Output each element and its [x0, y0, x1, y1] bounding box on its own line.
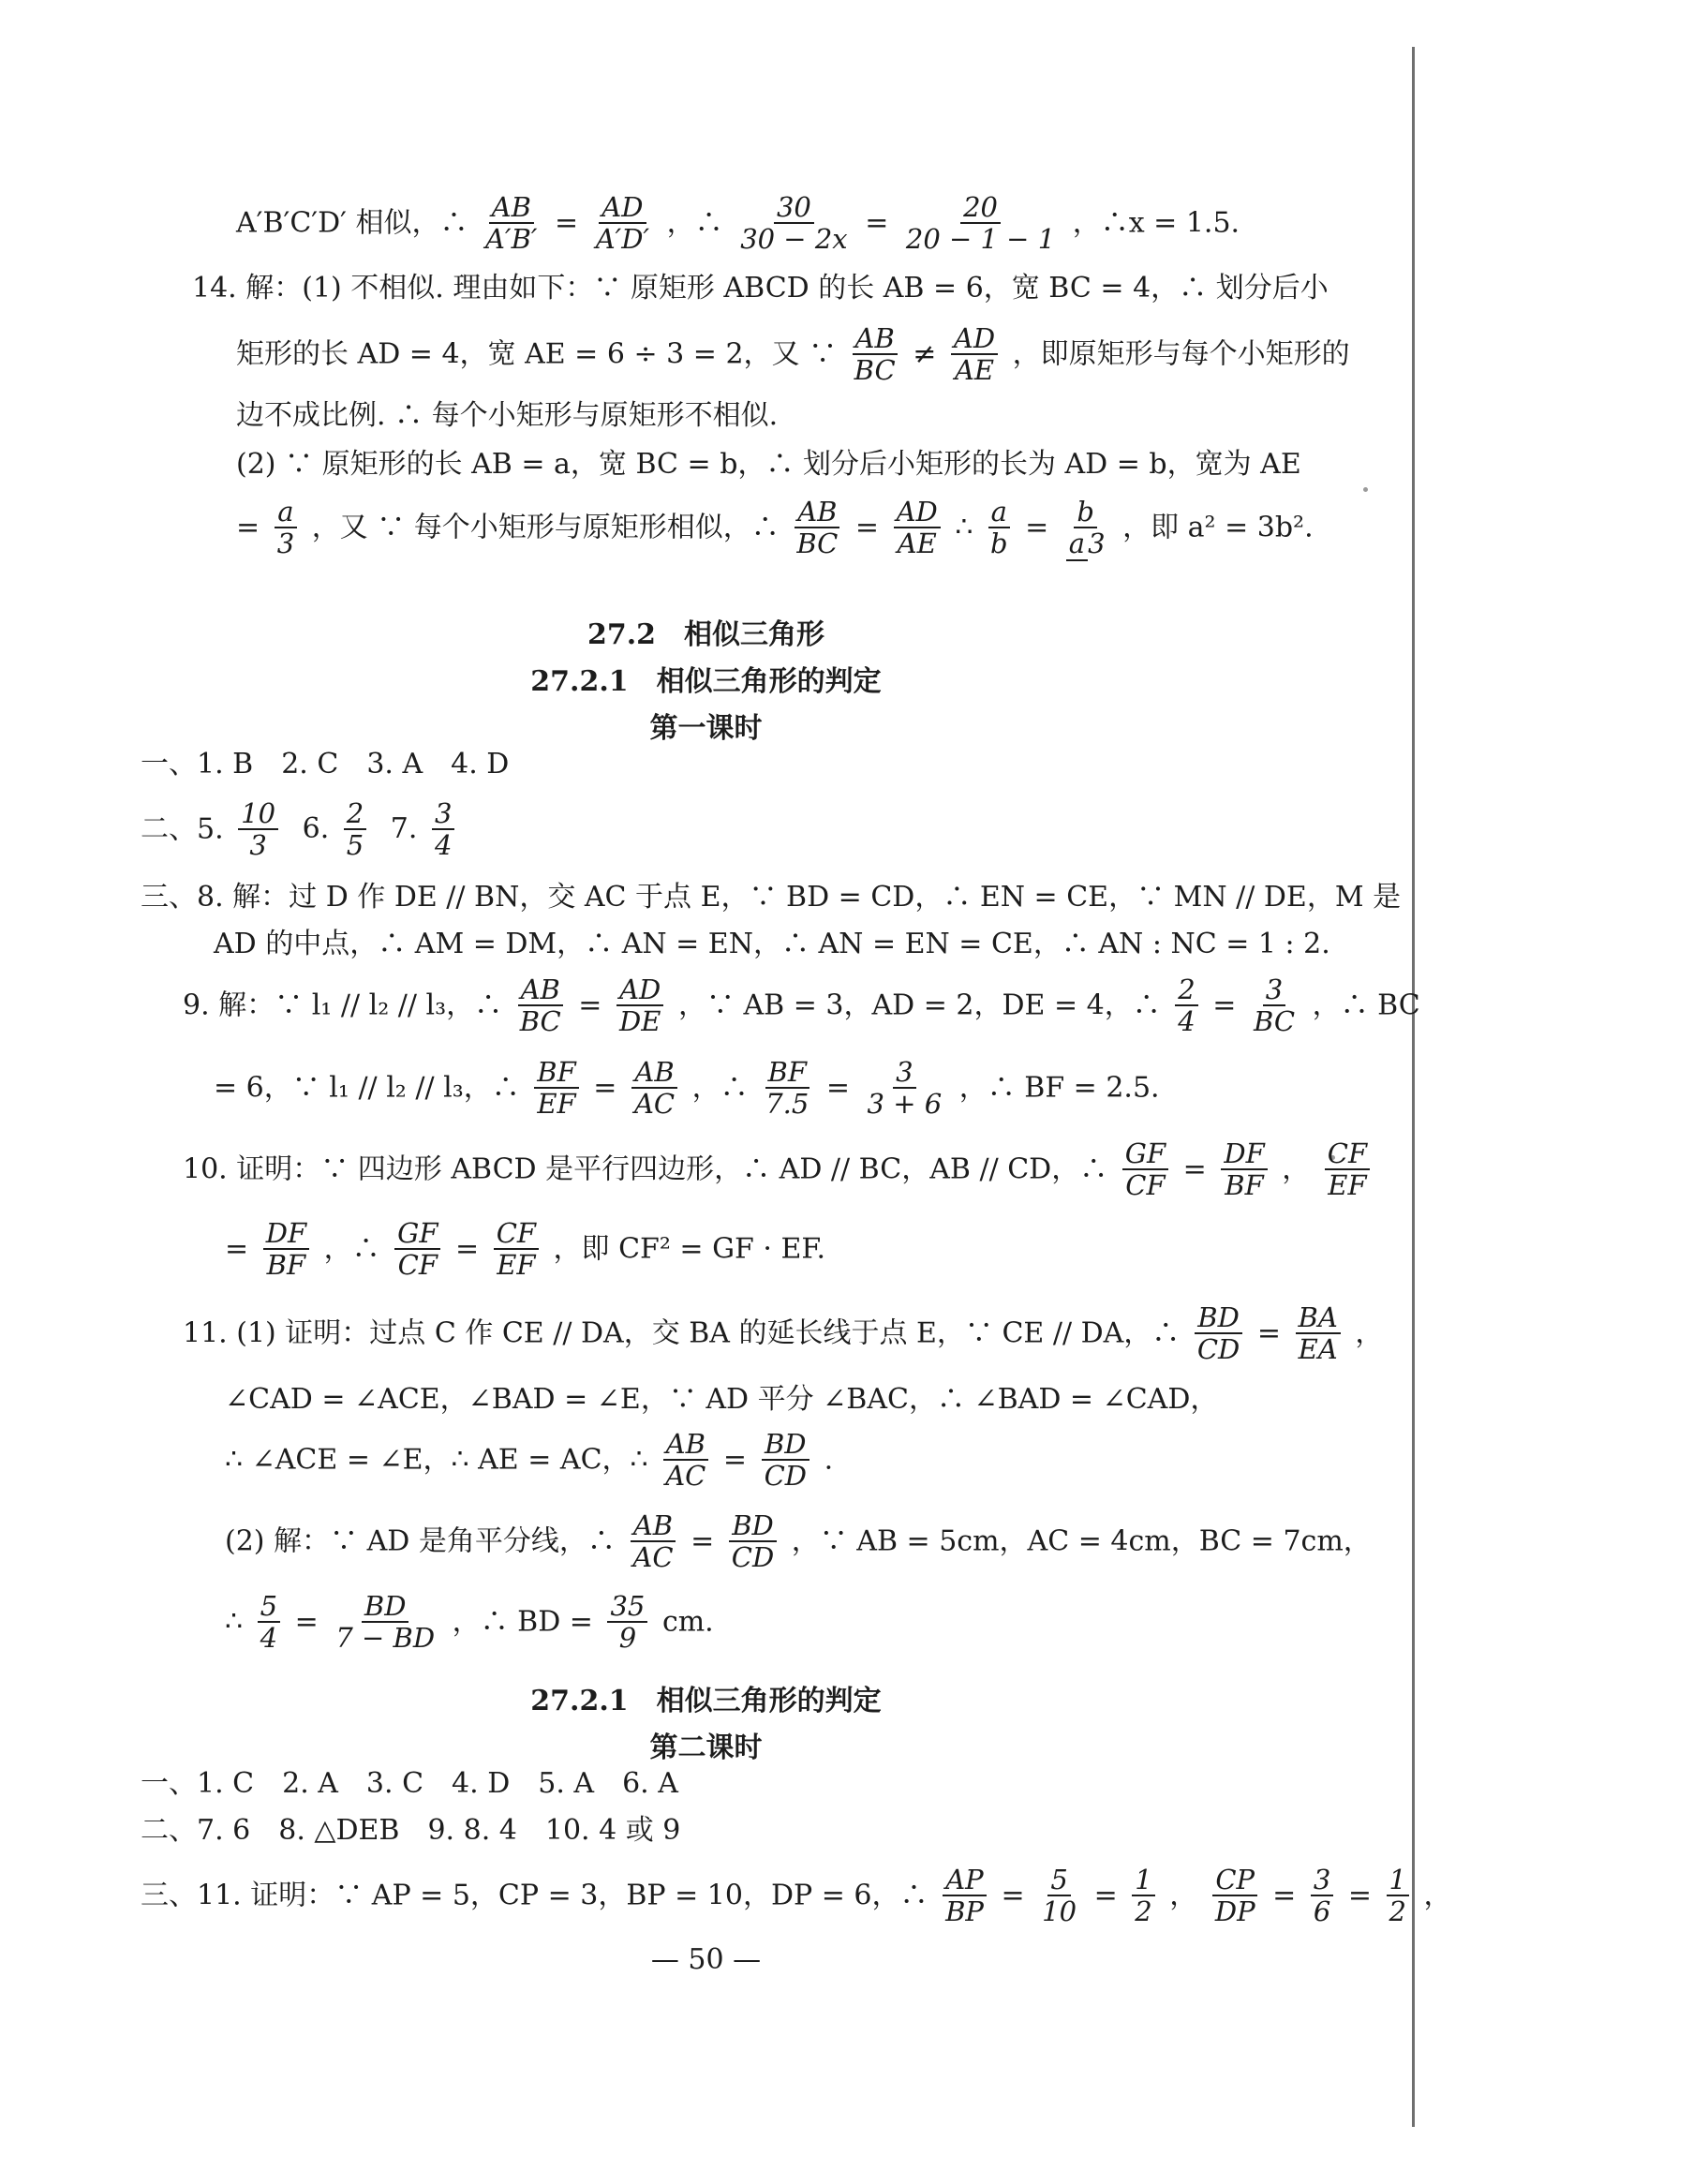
- fraction-denominator: 7 − BD: [335, 1622, 436, 1655]
- text-run: 三、11. 证明：∵ AP = 5，CP = 3，BP = 10，DP = 6，∴: [141, 1879, 928, 1912]
- fraction: [534, 1057, 578, 1120]
- answer-line-13-end: [236, 192, 1240, 255]
- fraction-denominator: AE: [897, 528, 937, 560]
- fraction-numerator: BD: [762, 1429, 809, 1461]
- fraction: [729, 1510, 777, 1573]
- fraction-numerator: 2: [344, 798, 366, 830]
- fraction: [275, 497, 297, 559]
- text-run: 9. 解：∵ l₁ // l₂ // l₃，∴: [183, 988, 503, 1022]
- text-run: ∴ ∠ACE = ∠E，∴ AE = AC，∴: [225, 1443, 648, 1477]
- page-spine-shadow: [1412, 47, 1415, 2127]
- text-run: ，∴: [691, 1071, 749, 1105]
- fraction-denominator: 3: [249, 829, 267, 862]
- fraction: [394, 1218, 440, 1281]
- fraction-numerator: AB: [853, 323, 898, 355]
- fraction-denominator: 7.5: [765, 1088, 809, 1121]
- fraction-denominator: BF: [1225, 1169, 1264, 1202]
- fraction-denominator: CF: [1125, 1169, 1166, 1202]
- fraction-denominator: BP: [945, 1895, 984, 1928]
- answer-line-14-part1: [192, 274, 1329, 303]
- fraction-denominator: 2: [1389, 1895, 1406, 1928]
- answer-line-8: [141, 883, 1401, 912]
- fraction-denominator: DP: [1214, 1895, 1255, 1928]
- fraction: [1311, 1865, 1333, 1927]
- fraction-numerator: 20: [960, 192, 1001, 224]
- answer-line-11-part2: [225, 1510, 1372, 1573]
- answer-line-14-part1-cont: [236, 323, 1350, 386]
- text-run: ∴: [955, 511, 973, 544]
- fraction-denominator: CF: [397, 1249, 438, 1282]
- fraction-numerator: AP: [943, 1865, 986, 1896]
- fraction-denominator: BC: [519, 1005, 561, 1038]
- subsection-heading-27-2-1: 27.2.1 相似三角形的判定: [530, 665, 882, 698]
- lesson-heading-second: 第二课时: [649, 1732, 763, 1764]
- fraction: [894, 497, 941, 559]
- text-run: ，∴: [666, 206, 723, 240]
- fraction: [1212, 1865, 1258, 1927]
- fraction-numerator: DF: [263, 1218, 309, 1250]
- equals-sign: =: [1025, 511, 1049, 544]
- fraction-numerator: BF: [765, 1057, 809, 1089]
- scan-speck: [1363, 487, 1368, 492]
- fraction-numerator: 2: [1175, 974, 1197, 1006]
- fraction-denominator: 10: [1042, 1895, 1077, 1928]
- fraction: [794, 497, 840, 559]
- equals-sign: =: [1182, 1152, 1207, 1186]
- text-run: 6.: [302, 812, 330, 846]
- text-run: ，又 ∵ 每个小矩形与原矩形相似，∴: [311, 511, 780, 544]
- text-run: cm.: [661, 1605, 714, 1639]
- page-number: — 50 —: [650, 1943, 762, 1976]
- fraction-denominator: EA: [1298, 1333, 1338, 1366]
- text-run: ，∴ BC: [1312, 988, 1420, 1022]
- equals-sign: =: [1212, 988, 1237, 1022]
- text-run: ，: [1423, 1879, 1452, 1912]
- fraction-numerator: AB: [631, 1057, 676, 1089]
- fraction: [1039, 1865, 1079, 1927]
- text-run: (2) ∵ 原矩形的长 AB = a，宽 BC = b，∴ 划分后小矩形的长为 AD = b，宽为 AE: [236, 448, 1301, 481]
- text-run: ，∴ BF = 2.5.: [958, 1071, 1160, 1105]
- fraction-denominator: 4: [260, 1622, 278, 1655]
- equals-sign: =: [1272, 1879, 1297, 1912]
- fraction-numerator: AD: [616, 974, 663, 1006]
- text-run: ，∴ BD =: [452, 1605, 593, 1639]
- fraction-denominator: 2: [1135, 1895, 1152, 1928]
- fraction: [607, 1591, 647, 1654]
- equals-sign: =: [578, 988, 602, 1022]
- fraction: [852, 323, 899, 386]
- text-run: 7.: [390, 812, 418, 846]
- fraction-numerator: 5: [258, 1591, 280, 1623]
- text-run: 14. 解：(1) 不相似. 理由如下：∵ 原矩形 ABCD 的长 AB = 6，宽 BC = 4，∴ 划分后小: [192, 272, 1329, 305]
- fraction-numerator: 3: [1263, 974, 1285, 1006]
- fraction-numerator: 5: [1047, 1865, 1070, 1896]
- fraction-numerator: b: [1074, 497, 1097, 528]
- fraction: [1195, 1302, 1242, 1365]
- fraction-numerator: AB: [518, 974, 563, 1006]
- fraction-denominator: BC: [854, 354, 896, 387]
- fraction-denominator: AC: [633, 1088, 676, 1121]
- answer-line-second-11: [141, 1865, 1452, 1927]
- text-run: 10. 证明：∵ 四边形 ABCD 是平行四边形，∴ AD // BC，AB // CD，∴: [183, 1152, 1108, 1186]
- fraction-numerator: BF: [534, 1057, 578, 1089]
- text-run: ，: [1355, 1316, 1384, 1350]
- fraction: [903, 192, 1058, 255]
- section-heading-27-2: 27.2 相似三角形: [587, 618, 825, 651]
- fraction-numerator: AB: [631, 1510, 676, 1542]
- fraction: [1387, 1865, 1409, 1927]
- fraction-numerator: AB: [795, 497, 839, 528]
- equals-sign: =: [555, 206, 579, 240]
- equals-sign: =: [1001, 1879, 1025, 1912]
- text-run: (2) 解：∵ AD 是角平分线，∴: [225, 1524, 616, 1558]
- text-run: 矩形的长 AD = 4，宽 AE = 6 ÷ 3 = 2，又 ∵: [236, 337, 838, 371]
- fraction-numerator: GF: [1122, 1138, 1168, 1170]
- fraction-denominator: 3 + 6: [867, 1088, 943, 1121]
- answer-line-9-cont: [214, 1057, 1160, 1120]
- fraction-denominator: AE: [954, 354, 995, 387]
- answer-line-10-cont: [225, 1218, 825, 1281]
- fraction: [1296, 1302, 1341, 1365]
- fraction-numerator: DF: [1221, 1138, 1267, 1170]
- lesson-heading-first: 第一课时: [649, 712, 763, 745]
- answer-line-11-part1-cont: [225, 1385, 1218, 1414]
- fraction-numerator: AD: [951, 323, 998, 355]
- fraction: [616, 974, 663, 1037]
- text-run: =: [225, 1232, 249, 1266]
- answer-line-9: [183, 974, 1420, 1037]
- fraction: [494, 1218, 539, 1281]
- text-run: 11. (1) 证明：过点 C 作 CE // DA，交 BA 的延长线于点 E，∵ CE // DA，∴: [183, 1316, 1181, 1350]
- fraction-numerator: 1: [1132, 1865, 1154, 1896]
- fraction-numerator: 10: [238, 798, 278, 830]
- text-run: ，: [1169, 1879, 1198, 1912]
- fraction: [1122, 1138, 1168, 1201]
- text-run: ，∴x = 1.5.: [1072, 206, 1240, 240]
- fraction-denominator: CD: [764, 1460, 808, 1493]
- fraction-denominator: 4: [434, 829, 453, 862]
- fraction-numerator: 35: [607, 1591, 647, 1623]
- fraction-numerator: 3: [1311, 1865, 1333, 1896]
- text-run: 边不成比例. ∴ 每个小矩形与原矩形不相似.: [236, 399, 779, 432]
- equals-sign: =: [593, 1071, 617, 1105]
- text-run: ，即 a² = 3b².: [1122, 511, 1314, 544]
- fraction: [238, 798, 278, 861]
- fraction-denominator: DE: [618, 1005, 661, 1038]
- fraction-numerator: CP: [1212, 1865, 1257, 1896]
- answer-line-14-conclusion: [236, 401, 778, 430]
- fraction-numerator: BD: [362, 1591, 409, 1623]
- text-run: ，∵ AB = 5cm，AC = 4cm，BC = 7cm，: [791, 1524, 1372, 1558]
- subsection-heading-27-2-1-second: 27.2.1 相似三角形的判定: [530, 1685, 882, 1717]
- fraction: [517, 974, 564, 1037]
- equals-sign: =: [854, 511, 880, 544]
- text-run: 三、8. 解：过 D 作 DE // BN，交 AC 于点 E，∵ BD = CD，∴ EN = CE，∵ MN // DE，M 是: [141, 881, 1402, 914]
- text-run: ∠CAD = ∠ACE，∠BAD = ∠E，∵ AD 平分 ∠BAC，∴ ∠BAD = ∠CAD，: [225, 1383, 1219, 1416]
- fraction-denominator: 5: [346, 829, 364, 862]
- text-run: 二、5.: [141, 812, 224, 846]
- fraction-denominator: 6: [1313, 1895, 1331, 1928]
- fraction: [1221, 1138, 1267, 1201]
- text-run: 一、1. B 2. C 3. A 4. D: [141, 748, 510, 780]
- fraction: [943, 1865, 987, 1927]
- fraction-numerator: 1: [1387, 1865, 1409, 1896]
- fraction: [432, 798, 454, 861]
- fraction-denominator: 30 − 2x: [740, 223, 848, 256]
- fraction-denominator: BC: [1253, 1005, 1296, 1038]
- fraction-denominator: A′B′: [485, 223, 538, 256]
- text-run: = 6，∵ l₁ // l₂ // l₃，∴: [214, 1071, 520, 1105]
- fraction-numerator: BD: [1195, 1302, 1242, 1334]
- fraction-denominator: CD: [1196, 1333, 1240, 1366]
- answer-line-11-part1: [183, 1302, 1383, 1365]
- fraction-numerator: a: [275, 497, 296, 528]
- fraction-numerator: AB: [663, 1429, 708, 1461]
- fraction: [631, 1057, 677, 1120]
- equals-sign: =: [722, 1443, 748, 1477]
- text-run: ，∵ AB = 3，AD = 2，DE = 4，∴: [677, 988, 1161, 1022]
- equals-sign: =: [825, 1071, 850, 1105]
- answer-line-14-part2: [236, 450, 1301, 479]
- equals-sign: =: [1093, 1879, 1118, 1912]
- text-run: 二、7. 6 8. △DEB 9. 8. 4 10. 4 或 9: [141, 1814, 681, 1847]
- fraction: [483, 192, 540, 255]
- text-run: ，即 CF² = GF · EF.: [553, 1232, 826, 1266]
- equals-sign: =: [691, 1524, 715, 1558]
- answer-line-10: [183, 1138, 1375, 1201]
- text-run: AD 的中点，∴ AM = DM，∴ AN = EN，∴ AN = EN = CE，∴ AN : NC = 1 : 2.: [214, 928, 1330, 960]
- fraction-numerator: AD: [599, 192, 646, 224]
- fraction-numerator: CF: [1325, 1138, 1370, 1170]
- fraction: [662, 1429, 708, 1492]
- fraction-denominator: a 3: [1063, 528, 1108, 558]
- fraction-numerator: AB: [489, 192, 534, 224]
- fraction-denominator: A′D′: [595, 223, 650, 256]
- answer-line-11-part2-cont: [225, 1591, 714, 1654]
- fraction-denominator: EF: [1328, 1169, 1367, 1202]
- fraction: [258, 1591, 280, 1654]
- fraction: [1251, 974, 1298, 1037]
- answers-second-part-two: [141, 1816, 680, 1845]
- fraction-numerator: a: [988, 497, 1010, 528]
- fraction: [630, 1510, 676, 1573]
- fraction-numerator: GF: [394, 1218, 440, 1250]
- fraction: [333, 1591, 438, 1654]
- fraction: [1132, 1865, 1154, 1927]
- fraction: [951, 323, 998, 386]
- fraction-denominator: 4: [1178, 1005, 1196, 1038]
- compound-fraction: [1063, 497, 1108, 559]
- answer-line-14-part2-cont: [236, 497, 1314, 559]
- fraction-denominator: AC: [665, 1460, 706, 1493]
- text-run: 一、1. C 2. A 3. C 4. D 5. A 6. A: [141, 1767, 678, 1800]
- equals-sign: =: [865, 206, 889, 240]
- fraction-numerator: AD: [894, 497, 941, 528]
- text-run: .: [824, 1443, 834, 1477]
- not-equal-sign: ≠: [913, 337, 937, 371]
- fraction-denominator: EF: [497, 1249, 536, 1282]
- text-run: ∴: [225, 1605, 244, 1639]
- fraction-numerator: CF: [494, 1218, 539, 1250]
- answer-line-8-cont: [214, 929, 1330, 959]
- fraction: [1175, 974, 1197, 1037]
- text-run: A′B′C′D′ 相似，∴: [236, 206, 468, 240]
- fraction: [865, 1057, 945, 1120]
- text-run: =: [236, 511, 260, 544]
- fraction-denominator: AC: [632, 1541, 674, 1574]
- fraction: [762, 1429, 809, 1492]
- fraction: [263, 1218, 309, 1281]
- fraction-denominator: CD: [731, 1541, 775, 1574]
- fraction-numerator: 3: [893, 1057, 915, 1089]
- equals-sign: =: [294, 1605, 319, 1639]
- answers-part-one: [141, 750, 509, 779]
- fraction-numerator: 3: [432, 798, 454, 830]
- fraction: [763, 1057, 811, 1120]
- fraction-denominator: 3: [276, 528, 295, 560]
- fraction-denominator: BF: [266, 1249, 306, 1282]
- equals-sign: =: [1347, 1879, 1372, 1912]
- fraction-denominator: 20 − 1 − 1: [905, 223, 1056, 256]
- fraction-denominator: 9: [618, 1622, 637, 1655]
- fraction-denominator: EF: [537, 1088, 576, 1121]
- fraction-denominator: b: [989, 528, 1008, 560]
- answer-line-11-part1-end: [225, 1429, 833, 1492]
- text-run: ，∴: [323, 1232, 380, 1266]
- fraction-denominator: BC: [796, 528, 839, 560]
- fraction-numerator: 30: [774, 192, 814, 224]
- fraction-numerator: BD: [729, 1510, 777, 1542]
- fraction: [593, 192, 652, 255]
- equals-sign: =: [455, 1232, 480, 1266]
- fraction: [344, 798, 366, 861]
- fraction: [1325, 1138, 1370, 1201]
- answers-second-part-one: [141, 1769, 678, 1798]
- answers-part-two: [141, 798, 460, 861]
- text-run: ，即原矩形与每个小矩形的: [1012, 337, 1350, 371]
- fraction: [988, 497, 1011, 559]
- fraction: [737, 192, 850, 255]
- text-run: ，: [1282, 1152, 1311, 1186]
- fraction-numerator: BA: [1296, 1302, 1341, 1334]
- equals-sign: =: [1256, 1316, 1281, 1350]
